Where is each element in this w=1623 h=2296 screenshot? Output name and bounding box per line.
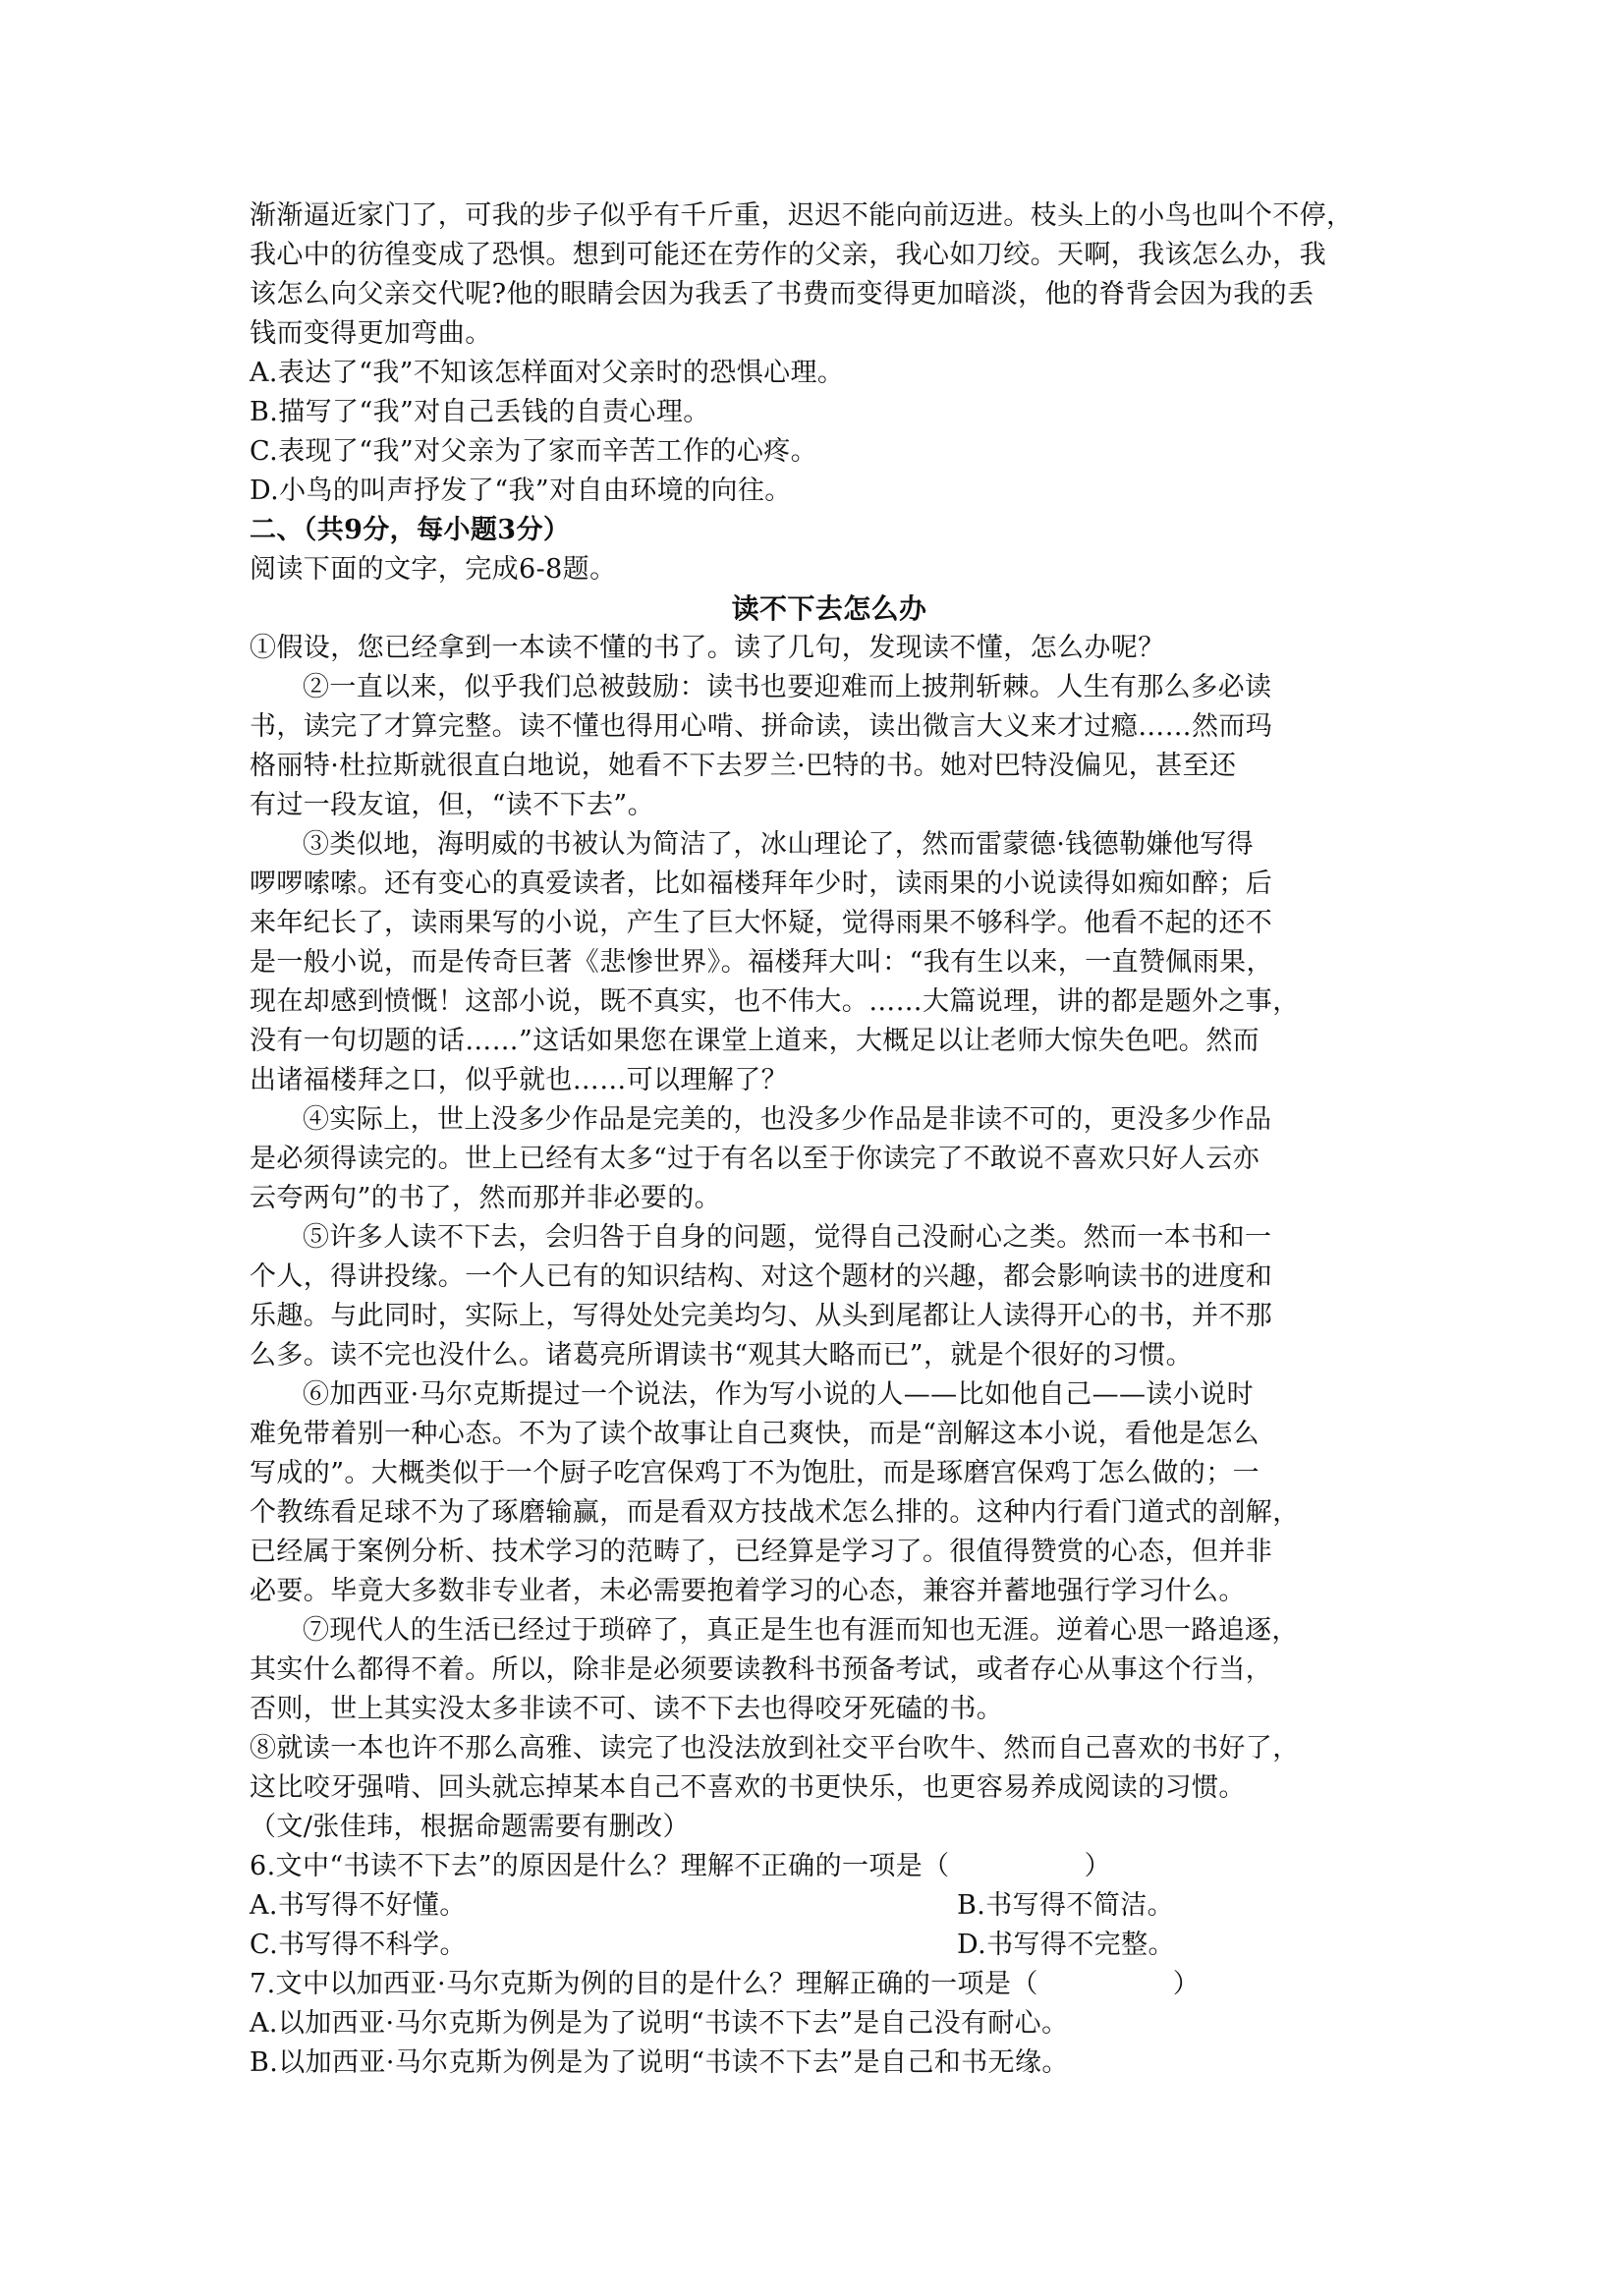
text-line: ⑤许多人读不下去，会归咎于自身的问题，觉得自己没耐心之类。然而一本书和一: [303, 1222, 1272, 1253]
text-line: 没有一句切题的话……”这话如果您在课堂上道来，大概足以让老师大惊失色吧。然而: [250, 1026, 1260, 1056]
paragraph-6: [250, 1375, 1409, 1611]
text-line: 么多。读不完也没什么。诸葛亮所谓读书“观其大略而已”，就是个很好的习惯。: [250, 1340, 1194, 1371]
text-line: 出诸福楼拜之口，似乎就也……可以理解了？: [250, 1065, 788, 1095]
text-line: 钱而变得更加弯曲。: [250, 318, 492, 349]
passage-ending: [250, 196, 1409, 354]
option-a: A.表达了“我”不知该怎样面对父亲时的恐惧心理。: [250, 358, 845, 388]
text-line: 渐渐逼近家门了，可我的步子似乎有千斤重，迟迟不能向前迈进。枝头上的小鸟也叫个不停，: [250, 200, 1354, 231]
text-line: 已经属于案例分析、技术学习的范畴了，已经算是学习了。很值得赞赏的心态，但并非: [250, 1537, 1273, 1567]
paragraph-5: [250, 1218, 1409, 1375]
option-d: D.小鸟的叫声抒发了“我”对自由环境的向往。: [250, 476, 792, 506]
question-stem: 7.文中以加西亚·马尔克斯为例的目的是什么？理解正确的一项是（ ）: [250, 1969, 1201, 1999]
text-line: ③类似地，海明威的书被认为简洁了，冰山理论了，然而雷蒙德·钱德勒嫌他写得: [303, 829, 1254, 860]
text-line: 其实什么都得不着。所以，除非是必须要读教科书预备考试，或者存心从事这个行当，: [250, 1654, 1273, 1685]
option-a: A.以加西亚·马尔克斯为例是为了说明“书读不下去”是自己没有耐心。: [250, 2008, 1069, 2039]
text-line: 云夸两句”的书了，然而那并非必要的。: [250, 1183, 722, 1213]
text-line: ⑧就读一本也许不那么高雅、读完了也没法放到社交平台吹牛、然而自己喜欢的书好了，: [250, 1733, 1300, 1764]
text-line: ⑥加西亚·马尔克斯提过一个说法，作为写小说的人——比如他自己——读小说时: [303, 1379, 1254, 1410]
paragraph-8: [250, 1729, 1409, 1808]
article-title: 读不下去怎么办: [731, 592, 927, 625]
question-stem: 6.文中“书读不下去”的原因是什么？理解不正确的一项是（ ）: [250, 1851, 1111, 1881]
paragraph-2: [250, 668, 1409, 825]
text-line: 这比咬牙强啃、回头就忘掉某本自己不喜欢的书更快乐，也更容易养成阅读的习惯。: [250, 1772, 1246, 1803]
text-line: 我心中的彷徨变成了恐惧。想到可能还在劳作的父亲，我心如刀绞。天啊，我该怎么办，我: [250, 240, 1326, 270]
text-line: 难免带着别一种心态。不为了读个故事让自己爽快，而是“剖解这本小说，看他是怎么: [250, 1419, 1260, 1449]
text-line: ①假设，您已经拿到一本读不懂的书了。读了几句，发现读不懂，怎么办呢？: [250, 633, 1165, 663]
text-line: 个人，得讲投缘。一个人已有的知识结构、对这个题材的兴趣，都会影响读书的进度和: [250, 1261, 1273, 1292]
option-b: B.书写得不简洁。: [957, 1890, 1175, 1921]
exam-page: [250, 196, 1409, 2083]
question-6: [250, 1847, 1409, 1965]
option-row: [250, 1886, 1409, 1926]
text-line: 啰啰嗦嗦。还有变心的真爱读者，比如福楼拜年少时，读雨果的小说读得如痴如醉；后: [250, 868, 1273, 899]
option-a: A.书写得不好懂。: [250, 1890, 467, 1921]
paragraph-7: [250, 1611, 1409, 1729]
text-line: 书，读完了才算完整。读不懂也得用心啃、拼命读，读出微言大义来才过瘾……然而玛: [250, 711, 1273, 742]
question-7: [250, 1965, 1409, 2083]
option-b: B.描写了“我”对自己丢钱的自责心理。: [250, 397, 710, 427]
text-line: 是必须得读完的。世上已经有太多“过于有名以至于你读完了不敢说不喜欢只好人云亦: [250, 1144, 1260, 1174]
paragraph-1: [250, 629, 1409, 668]
text-line: 否则，世上其实没太多非读不可、读不下去也得咬牙死磕的书。: [250, 1694, 1004, 1724]
option-c: C.表现了“我”对父亲为了家而辛苦工作的心疼。: [250, 436, 818, 467]
text-line: 有过一段友谊，但，“读不下去”。: [250, 790, 655, 820]
instruction: 阅读下面的文字，完成6-8题。: [250, 554, 617, 585]
option-d: D.书写得不完整。: [957, 1930, 1175, 1960]
text-line: 是一般小说，而是传奇巨著《悲惨世界》。福楼拜大叫：“我有生以来，一直赞佩雨果，: [250, 947, 1273, 978]
text-line: 个教练看足球不为了琢磨输赢，而是看双方技战术怎么排的。这种内行看门道式的剖解，: [250, 1497, 1300, 1528]
text-line: 写成的”。大概类似于一个厨子吃宫保鸡丁不为饱肚，而是琢磨宫保鸡丁怎么做的；一: [250, 1458, 1260, 1488]
text-line: 来年纪长了，读雨果写的小说，产生了巨大怀疑，觉得雨果不够科学。他看不起的还不: [250, 908, 1273, 938]
text-line: 该怎么向父亲交代呢?他的眼睛会因为我丢了书费而变得更加暗淡，他的脊背会因为我的丢: [250, 279, 1315, 309]
option-row: [250, 1926, 1409, 1965]
option-c: C.书写得不科学。: [250, 1930, 467, 1960]
source-note: （文/张佳玮，根据命题需要有删改）: [250, 1812, 690, 1842]
section-heading: 二、（共9分，每小题3分）: [250, 515, 571, 545]
text-line: ④实际上，世上没多少作品是完美的，也没多少作品是非读不可的，更没多少作品: [303, 1104, 1272, 1135]
text-line: 现在却感到愤慨！这部小说，既不真实，也不伟大。……大篇说理，讲的都是题外之事，: [250, 986, 1300, 1017]
text-line: ⑦现代人的生活已经过于琐碎了，真正是生也有涯而知也无涯。逆着心思一路追逐，: [303, 1615, 1299, 1646]
question-5-options: [250, 354, 1409, 511]
paragraph-4: [250, 1100, 1409, 1218]
text-line: ②一直以来，似乎我们总被鼓励：读书也要迎难而上披荆斩棘。人生有那么多必读: [303, 672, 1272, 702]
option-b: B.以加西亚·马尔克斯为例是为了说明“书读不下去”是自己和书无缘。: [250, 2047, 1069, 2078]
paragraph-3: [250, 825, 1409, 1100]
text-line: 必要。毕竟大多数非专业者，未必需要抱着学习的心态，兼容并蓄地强行学习什么。: [250, 1576, 1246, 1606]
text-line: 格丽特·杜拉斯就很直白地说，她看不下去罗兰·巴特的书。她对巴特没偏见，甚至还: [250, 751, 1237, 781]
text-line: 乐趣。与此同时，实际上，写得处处完美均匀、从头到尾都让人读得开心的书，并不那: [250, 1301, 1273, 1331]
